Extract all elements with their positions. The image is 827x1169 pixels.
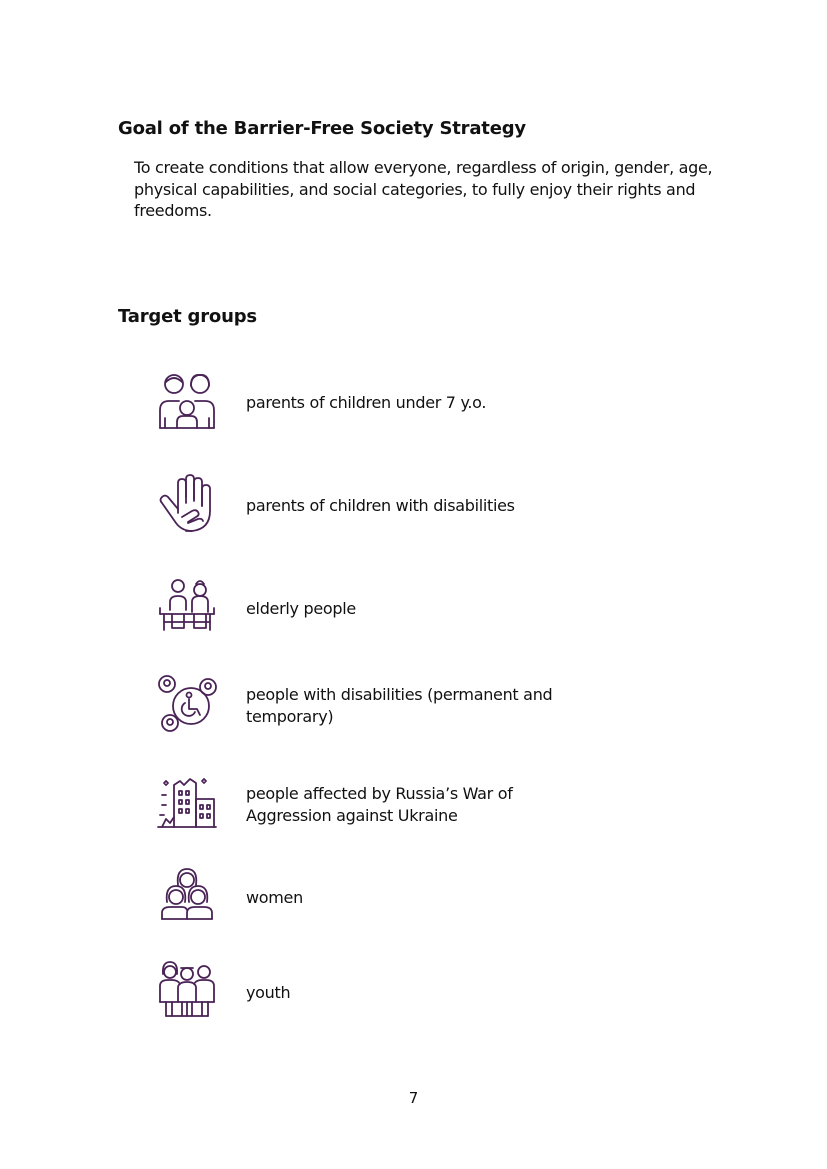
target-group-item [150, 673, 670, 743]
target-group-item [150, 865, 670, 935]
target-group-item [150, 576, 670, 646]
target-group-label: women [246, 888, 303, 907]
target-group-label: elderly people [246, 599, 356, 618]
target-group-label: youth [246, 983, 291, 1002]
target-group-label: parents of children with disabilities [246, 496, 515, 515]
youth-group-icon [156, 960, 218, 1022]
goal-heading: Goal of the Barrier-Free Society Strategy [118, 118, 526, 139]
target-group-item [150, 960, 670, 1030]
page-number: 7 [408, 1089, 419, 1107]
target-group-label: people with disabilities (permanent and temporary) [246, 685, 553, 726]
wheelchair-accessibility-icon [156, 673, 218, 735]
target-group-item [150, 771, 670, 841]
target-groups-heading: Target groups [118, 306, 257, 327]
target-group-label: people affected by Russia’s War of Aggression against Ukraine [246, 784, 513, 825]
elderly-people-icon [156, 576, 218, 638]
damaged-buildings-icon [156, 771, 218, 833]
family-icon [156, 370, 218, 432]
hands-icon [156, 473, 218, 535]
target-group-label: parents of children under 7 y.o. [246, 393, 487, 412]
goal-text: To create conditions that allow everyone, regardless of origin, gender, age, physical capabilities, and social categories, to fully enjoy their rights and freedoms. [134, 158, 713, 220]
target-group-item [150, 370, 670, 440]
women-group-icon [156, 865, 218, 927]
target-group-item [150, 473, 670, 543]
